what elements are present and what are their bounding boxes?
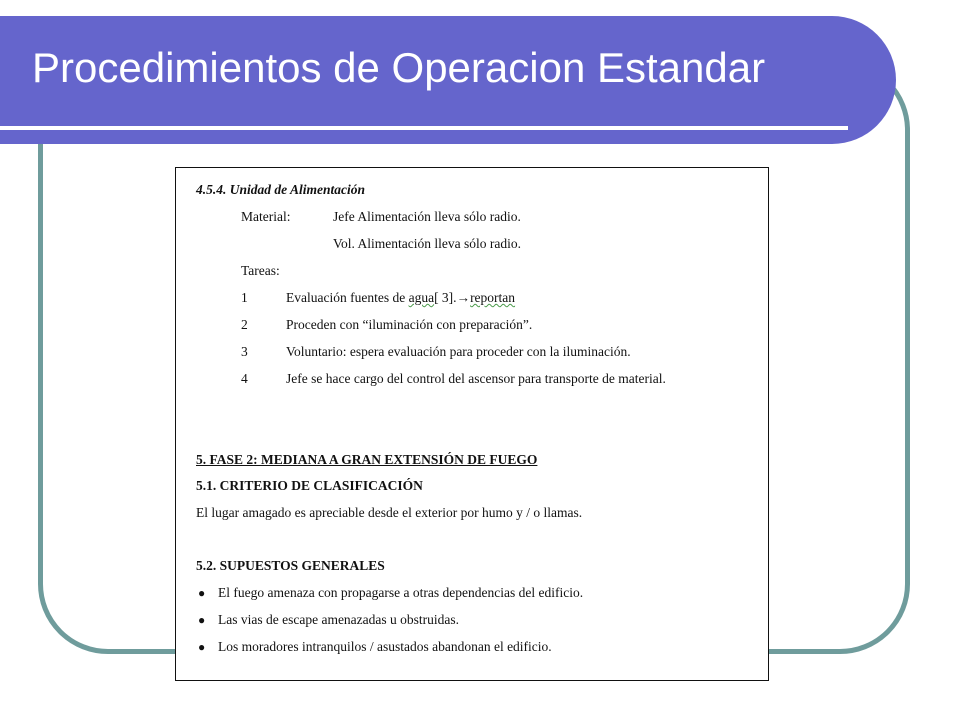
task-text: Voluntario: espera evaluación para proceder con la iluminación. bbox=[286, 344, 631, 359]
slide-title: Procedimientos de Operacion Estandar bbox=[32, 44, 766, 91]
task-text-part: Evaluación fuentes de bbox=[286, 290, 409, 305]
bullet-item: Las vias de escape amenazadas u obstruidas. bbox=[218, 612, 460, 627]
task-number: 1 bbox=[241, 290, 248, 305]
bullet-icon: ● bbox=[198, 640, 206, 654]
bullet-item: Los moradores intranquilos / asustados abandonan el edificio. bbox=[218, 639, 552, 654]
material-line: Jefe Alimentación lleva sólo radio. bbox=[333, 209, 521, 224]
task-number: 3 bbox=[241, 344, 248, 359]
bullet-icon: ● bbox=[198, 586, 206, 600]
section-heading-51: 5.1. CRITERIO DE CLASIFICACIÓN bbox=[196, 478, 423, 493]
task-text: Proceden con “iluminación con preparación”. bbox=[286, 317, 533, 332]
section-51-text: El lugar amagado es apreciable desde el exterior por humo y / o llamas. bbox=[196, 505, 583, 520]
task-number: 2 bbox=[241, 317, 248, 332]
document-image bbox=[175, 167, 769, 681]
bullet-icon: ● bbox=[198, 613, 206, 627]
task-text-part: [ 3].→ bbox=[434, 290, 471, 305]
task-text-part: reportan bbox=[470, 290, 516, 305]
bullet-item: El fuego amenaza con propagarse a otras dependencias del edificio. bbox=[218, 585, 584, 600]
task-text-part: agua bbox=[408, 290, 435, 305]
material-line: Vol. Alimentación lleva sólo radio. bbox=[333, 236, 521, 251]
task-text: Jefe se hace cargo del control del ascensor para transporte de material. bbox=[286, 371, 666, 386]
section-heading-454: 4.5.4. Unidad de Alimentación bbox=[196, 182, 366, 197]
title-underline bbox=[0, 126, 848, 130]
material-label: Material: bbox=[241, 209, 291, 224]
section-heading-52: 5.2. SUPUESTOS GENERALES bbox=[196, 558, 385, 573]
task-number: 4 bbox=[241, 371, 248, 386]
task-text bbox=[286, 290, 515, 306]
tasks-label: Tareas: bbox=[241, 263, 280, 278]
phase-heading: 5. FASE 2: MEDIANA A GRAN EXTENSIÓN DE FUEGO bbox=[196, 452, 538, 467]
